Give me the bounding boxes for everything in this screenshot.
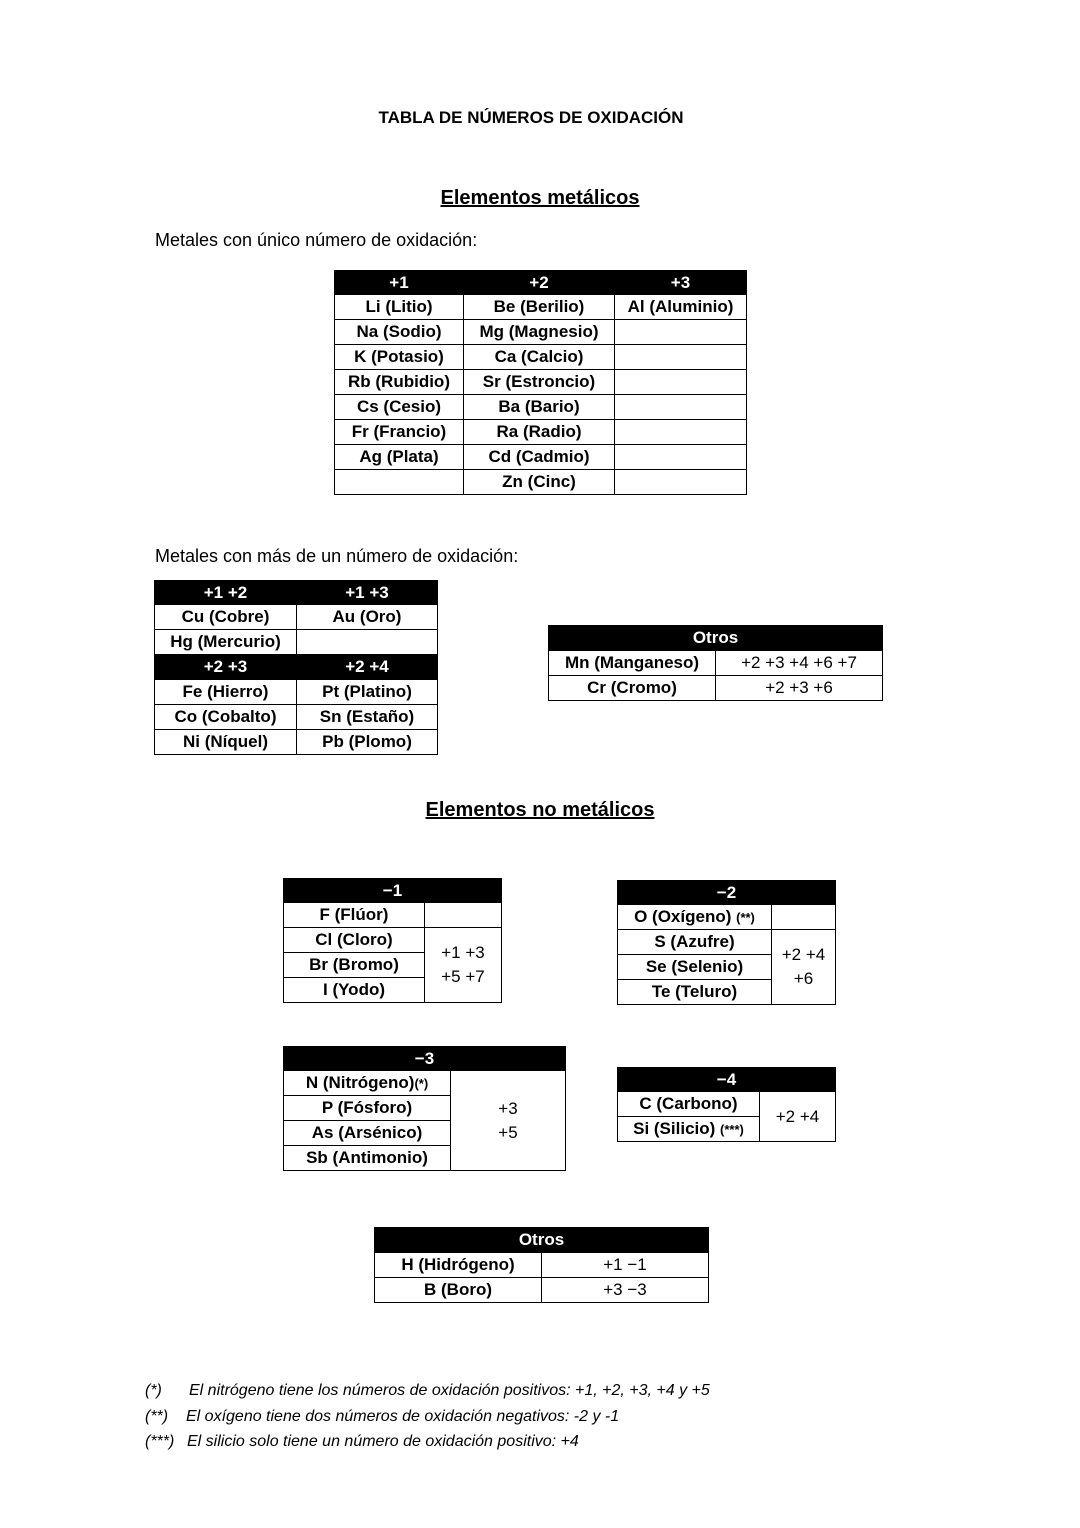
table-cell bbox=[618, 905, 772, 930]
table-cell: Ni (Níquel) bbox=[155, 730, 297, 755]
other-metals-table bbox=[548, 625, 883, 701]
state-line: +5 +7 bbox=[441, 967, 485, 986]
group-minus3-header: −3 bbox=[284, 1047, 566, 1071]
table-cell bbox=[615, 320, 747, 345]
table-cell: Al (Aluminio) bbox=[615, 295, 747, 320]
table-cell: Ba (Bario) bbox=[464, 395, 615, 420]
table-cell: Ca (Calcio) bbox=[464, 345, 615, 370]
group-minus2-table bbox=[617, 880, 836, 1005]
group-minus2-states bbox=[772, 930, 836, 1005]
table-cell: Li (Litio) bbox=[335, 295, 464, 320]
footnote-mark: (*) bbox=[414, 1076, 429, 1091]
table-cell: Pb (Plomo) bbox=[297, 730, 438, 755]
group-minus2-header: −2 bbox=[618, 881, 836, 905]
footnote-mark: (*) bbox=[145, 1382, 162, 1399]
element-name: Si (Silicio) bbox=[633, 1119, 716, 1138]
table-cell bbox=[425, 903, 502, 928]
table-cell: Cd (Cadmio) bbox=[464, 445, 615, 470]
table-cell: B (Boro) bbox=[375, 1278, 542, 1303]
table-cell: Pt (Platino) bbox=[297, 680, 438, 705]
group-minus3-states bbox=[451, 1071, 566, 1171]
table-cell: S (Azufre) bbox=[618, 930, 772, 955]
table-cell: Fr (Francio) bbox=[335, 420, 464, 445]
table-cell: Na (Sodio) bbox=[335, 320, 464, 345]
table-cell: Ag (Plata) bbox=[335, 445, 464, 470]
table-cell: Cs (Cesio) bbox=[335, 395, 464, 420]
header-plus2-plus3: +2 +3 bbox=[155, 655, 297, 680]
table-cell: Cu (Cobre) bbox=[155, 605, 297, 630]
table-cell bbox=[615, 345, 747, 370]
footnote-text: El oxígeno tiene dos números de oxidación negativos: -2 y -1 bbox=[186, 1407, 620, 1425]
footnote bbox=[145, 1404, 710, 1430]
element-name: O (Oxígeno) bbox=[634, 907, 732, 926]
element-name: N (Nitrógeno) bbox=[305, 1073, 415, 1092]
group-minus1-header: −1 bbox=[284, 879, 502, 903]
state-line: +5 bbox=[498, 1122, 518, 1142]
table-cell: Ra (Radio) bbox=[464, 420, 615, 445]
group-minus3-table bbox=[283, 1046, 566, 1171]
footnote bbox=[145, 1378, 710, 1404]
table-cell bbox=[284, 1071, 451, 1096]
table-cell: Au (Oro) bbox=[297, 605, 438, 630]
table-cell bbox=[615, 370, 747, 395]
table-cell: H (Hidrógeno) bbox=[375, 1253, 542, 1278]
single-oxidation-label: Metales con único número de oxidación: bbox=[155, 230, 478, 250]
metals-heading: Elementos metálicos bbox=[440, 187, 640, 209]
nonmetals-heading: Elementos no metálicos bbox=[425, 799, 655, 821]
footnote-mark: (**) bbox=[736, 910, 755, 925]
footnote-mark: (***) bbox=[145, 1433, 175, 1450]
table-cell bbox=[615, 395, 747, 420]
table-cell: Br (Bromo) bbox=[284, 953, 425, 978]
table-cell: Cl (Cloro) bbox=[284, 928, 425, 953]
table-cell: +2 +3 +4 +6 +7 bbox=[716, 651, 883, 676]
group-minus1-states bbox=[425, 928, 502, 1003]
footnote-text: El silicio solo tiene un número de oxidación positivo: +4 bbox=[187, 1433, 579, 1450]
header-plus2: +2 bbox=[464, 271, 615, 295]
table-cell bbox=[615, 470, 747, 495]
table-cell: Se (Selenio) bbox=[618, 955, 772, 980]
table-cell: Co (Cobalto) bbox=[155, 705, 297, 730]
footnote bbox=[145, 1429, 710, 1455]
other-metals-header: Otros bbox=[549, 626, 883, 651]
table-cell: I (Yodo) bbox=[284, 978, 425, 1003]
table-cell bbox=[615, 445, 747, 470]
table-cell: Sn (Estaño) bbox=[297, 705, 438, 730]
header-plus1: +1 bbox=[335, 271, 464, 295]
page-title: TABLA DE NÚMEROS DE OXIDACIÓN bbox=[378, 108, 684, 127]
group-minus4-states: +2 +4 bbox=[760, 1092, 836, 1142]
table-cell: Zn (Cinc) bbox=[464, 470, 615, 495]
table-cell: Fe (Hierro) bbox=[155, 680, 297, 705]
state-line: +2 +4 bbox=[781, 945, 826, 964]
table-cell bbox=[297, 630, 438, 655]
header-plus1-plus2: +1 +2 bbox=[155, 581, 297, 605]
group-minus1-table bbox=[283, 878, 502, 1003]
table-cell: F (Flúor) bbox=[284, 903, 425, 928]
multi-oxidation-table bbox=[154, 580, 438, 755]
table-cell bbox=[772, 905, 836, 930]
table-cell bbox=[335, 470, 464, 495]
other-nonmetals-table bbox=[374, 1227, 709, 1303]
state-line: +3 bbox=[498, 1098, 518, 1118]
footnotes bbox=[145, 1378, 710, 1455]
header-plus1-plus3: +1 +3 bbox=[297, 581, 438, 605]
table-cell: +2 +3 +6 bbox=[716, 676, 883, 701]
footnote-mark: (***) bbox=[720, 1122, 744, 1137]
table-cell: K (Potasio) bbox=[335, 345, 464, 370]
state-line: +1 +3 bbox=[441, 943, 485, 962]
table-cell: Mn (Manganeso) bbox=[549, 651, 716, 676]
table-cell: As (Arsénico) bbox=[284, 1121, 451, 1146]
table-cell: Cr (Cromo) bbox=[549, 676, 716, 701]
table-cell: Te (Teluro) bbox=[618, 980, 772, 1005]
table-cell: Sr (Estroncio) bbox=[464, 370, 615, 395]
table-cell: Be (Berilio) bbox=[464, 295, 615, 320]
other-nonmetals-header: Otros bbox=[375, 1228, 709, 1253]
single-oxidation-table bbox=[334, 270, 747, 495]
table-cell: Hg (Mercurio) bbox=[155, 630, 297, 655]
header-plus3: +3 bbox=[615, 271, 747, 295]
group-minus4-table bbox=[617, 1067, 836, 1142]
header-plus2-plus4: +2 +4 bbox=[297, 655, 438, 680]
state-line: +6 bbox=[793, 969, 814, 988]
table-cell: Sb (Antimonio) bbox=[284, 1146, 451, 1171]
table-cell: Rb (Rubidio) bbox=[335, 370, 464, 395]
table-cell: P (Fósforo) bbox=[284, 1096, 451, 1121]
table-cell: C (Carbono) bbox=[618, 1092, 760, 1117]
table-cell: +1 −1 bbox=[542, 1253, 709, 1278]
table-cell bbox=[618, 1117, 760, 1142]
multi-oxidation-label: Metales con más de un número de oxidación: bbox=[155, 546, 519, 566]
table-cell bbox=[615, 420, 747, 445]
table-cell: Mg (Magnesio) bbox=[464, 320, 615, 345]
table-cell: +3 −3 bbox=[542, 1278, 709, 1303]
footnote-text: El nitrógeno tiene los números de oxidación positivos: +1, +2, +3, +4 y +5 bbox=[189, 1382, 710, 1399]
footnote-mark: (**) bbox=[145, 1407, 169, 1425]
group-minus4-header: −4 bbox=[618, 1068, 836, 1092]
